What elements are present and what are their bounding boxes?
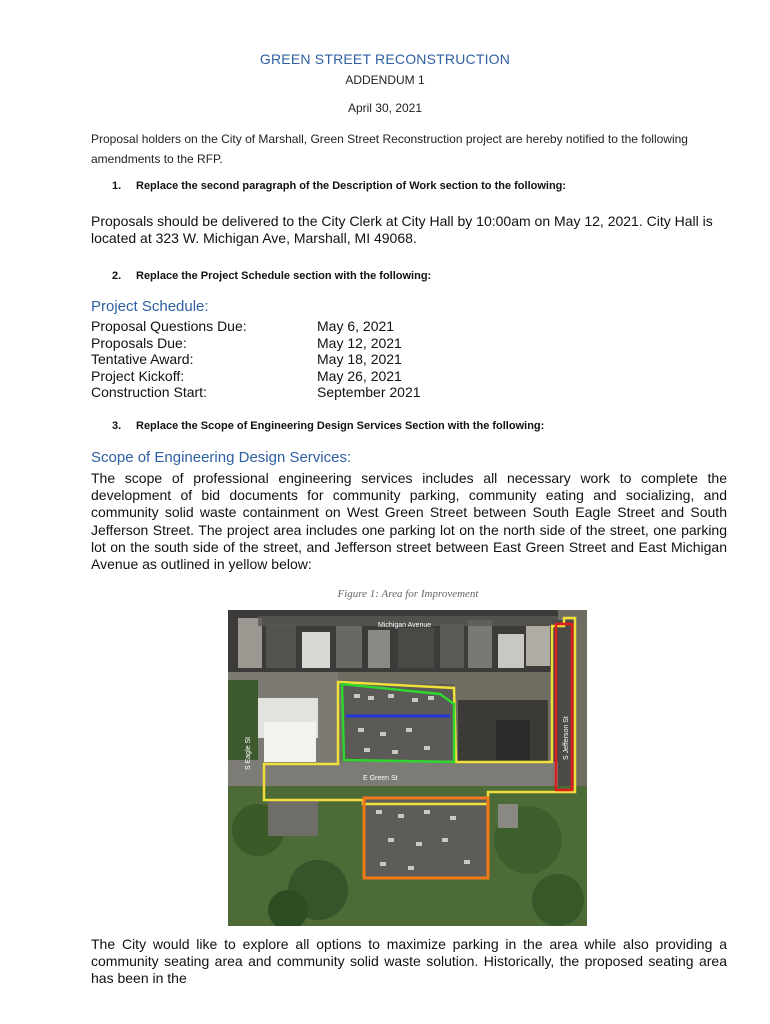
scope-paragraph: The scope of professional engineering services includes all necessary work to complete the development of bid documents for community parking, community eating and socializing, and community solid waste containment on West Green Street between South Eagle Street and South Jefferson Street. The project area includes one parking lot on the north side of the street, one parking lot on the south side of the street, and Jefferson street between East Green Street and East Michigan Avenue as outlined in yellow below: — [91, 470, 727, 573]
schedule-value: September 2021 — [317, 384, 421, 400]
amendment-number: 3. — [112, 420, 122, 432]
schedule-heading: Project Schedule: — [91, 298, 209, 315]
document-date: April 30, 2021 — [347, 101, 423, 115]
map-label-michigan: Michigan Avenue — [378, 622, 432, 629]
schedule-value: May 26, 2021 — [317, 367, 402, 384]
schedule-row — [91, 384, 421, 401]
amendment-item-1 — [112, 180, 566, 192]
amendment-number: 1. — [112, 180, 122, 192]
aerial-map-image — [228, 610, 587, 926]
aerial-map-figure — [228, 610, 587, 926]
schedule-label: Proposal Questions Due: — [91, 318, 247, 334]
green-street — [228, 762, 558, 786]
map-label-jefferson: S Jefferson St — [563, 716, 570, 760]
intro-paragraph: Proposal holders on the City of Marshall, Green Street Reconstruction project are hereby notified to the following amendments to the RFP. — [91, 132, 688, 166]
schedule-label: Project Kickoff: — [91, 367, 185, 384]
schedule-table — [91, 318, 421, 401]
schedule-label: Construction Start: — [91, 384, 207, 400]
amendment-item-3 — [112, 420, 544, 432]
schedule-row — [91, 335, 421, 352]
scope-heading: Scope of Engineering Design Services: — [91, 449, 352, 466]
schedule-value: May 18, 2021 — [317, 351, 402, 367]
schedule-value: May 6, 2021 — [317, 318, 395, 334]
amendment-number: 2. — [112, 270, 122, 282]
addendum-number: ADDENDUM 1 — [345, 73, 425, 87]
proposal-delivery-paragraph: Proposals should be delivered to the City Clerk at City Hall by 10:00am on May 12, 2021. City Hall is located at 323 W. Michigan Ave, Marshall, MI 49068. — [91, 213, 713, 246]
schedule-row — [91, 351, 421, 368]
amendment-text: Replace the Project Schedule section with the following: — [136, 270, 432, 282]
schedule-label: Tentative Award: — [91, 351, 194, 367]
schedule-value: May 12, 2021 — [317, 334, 402, 351]
map-label-eagle: S Eagle St — [245, 736, 252, 770]
map-label-green: E Green St — [363, 775, 398, 782]
amendment-text: Replace the Scope of Engineering Design Services Section with the following: — [136, 420, 545, 432]
schedule-row — [91, 368, 421, 385]
schedule-label: Proposals Due: — [91, 334, 187, 351]
document-title: GREEN STREET RECONSTRUCTION — [259, 51, 511, 67]
amendment-text: Replace the second paragraph of the Description of Work section to the following: — [136, 180, 567, 192]
schedule-row — [91, 318, 421, 335]
figure-caption: Figure 1: Area for Improvement — [337, 588, 479, 600]
closing-paragraph: The City would like to explore all options to maximize parking in the area while also providing a community seating area and community solid waste solution. Historically, the proposed seating area has been in the — [91, 936, 727, 987]
amendment-item-2 — [112, 270, 431, 282]
